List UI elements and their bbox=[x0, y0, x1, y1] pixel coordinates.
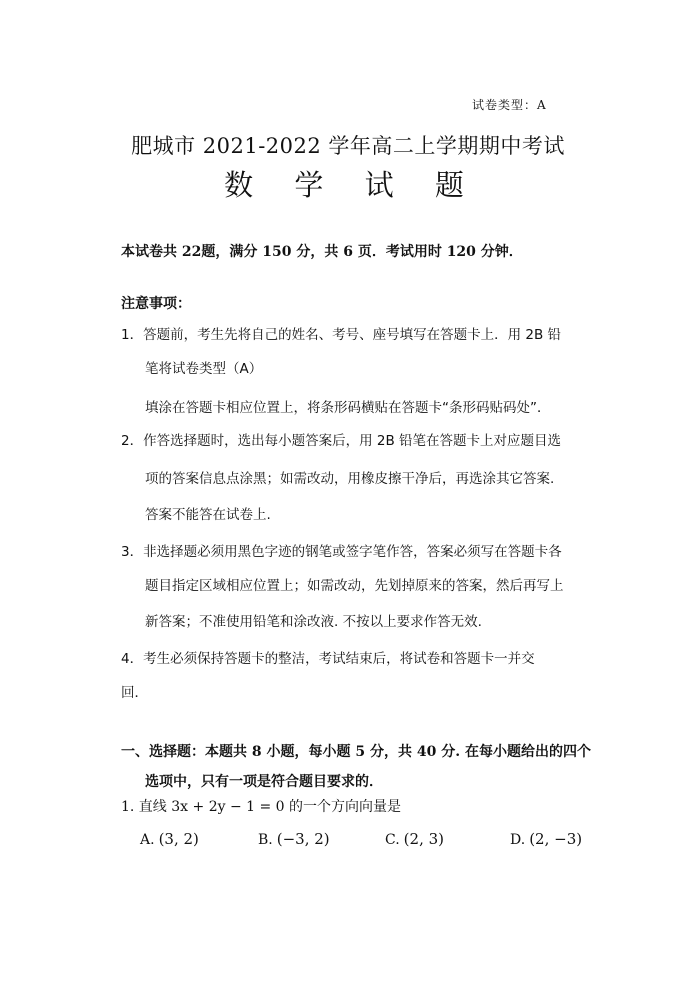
note-line: 2．作答选择题时，选出每小题答案后，用 2B 铅笔在答题卡上对应题目选 bbox=[121, 433, 562, 449]
option-letter: A. bbox=[140, 832, 155, 848]
note-line: 笔将试卷类型（A） bbox=[145, 361, 263, 377]
note-line: 1．答题前，考生先将自己的姓名、考号、座号填写在答题卡上．用 2B 铅 bbox=[121, 327, 562, 343]
option-letter: D. bbox=[510, 832, 526, 848]
section-heading-continued: 选项中，只有一项是符合题目要求的． bbox=[145, 774, 383, 790]
note-line: 3．非选择题必须用黑色字迹的钢笔或签字笔作答，答案必须写在答题卡各 bbox=[121, 544, 562, 560]
option-value: (3, 2) bbox=[158, 830, 199, 848]
option-c bbox=[385, 830, 444, 848]
option-value: (−3, 2) bbox=[276, 830, 330, 848]
note-line: 回． bbox=[121, 685, 148, 701]
exam-summary: 本试卷共 22题，满分 150 分，共 6 页．考试用时 120 分钟． bbox=[121, 244, 523, 260]
paper-type-label: 试卷类型：A bbox=[472, 98, 547, 112]
note-line: 4．考生必须保持答题卡的整洁，考试结束后，将试卷和答题卡一并交 bbox=[121, 651, 535, 667]
note-line: 填涂在答题卡相应位置上，将条形码横贴在答题卡“条形码贴码处”． bbox=[145, 400, 551, 416]
option-b bbox=[258, 830, 330, 848]
subject-title: 数 学 试 题 bbox=[224, 168, 480, 202]
exam-title: 肥城市 2021-2022 学年高二上学期期中考试 bbox=[131, 134, 565, 158]
note-line: 答案不能答在试卷上. bbox=[145, 507, 271, 523]
note-line: 题目指定区域相应位置上；如需改动，先划掉原来的答案，然后再写上 bbox=[145, 578, 564, 594]
section-heading: 一、选择题：本题共 8 小题，每小题 5 分，共 40 分. 在每小题给出的四个 bbox=[121, 744, 591, 760]
option-letter: C. bbox=[385, 832, 400, 848]
option-letter: B. bbox=[258, 832, 273, 848]
note-line: 新答案；不准使用铅笔和涂改液. 不按以上要求作答无效. bbox=[145, 614, 482, 630]
notes-heading: 注意事项： bbox=[121, 296, 191, 312]
option-d bbox=[510, 830, 582, 848]
option-value: (2, 3) bbox=[403, 830, 444, 848]
option-value: (2, −3) bbox=[529, 830, 583, 848]
note-line: 项的答案信息点涂黑；如需改动，用橡皮擦干净后，再选涂其它答案. bbox=[145, 471, 555, 487]
question-1-stem: 1. 直线 3x + 2y − 1 = 0 的一个方向向量是 bbox=[121, 799, 402, 815]
option-a bbox=[140, 830, 199, 848]
